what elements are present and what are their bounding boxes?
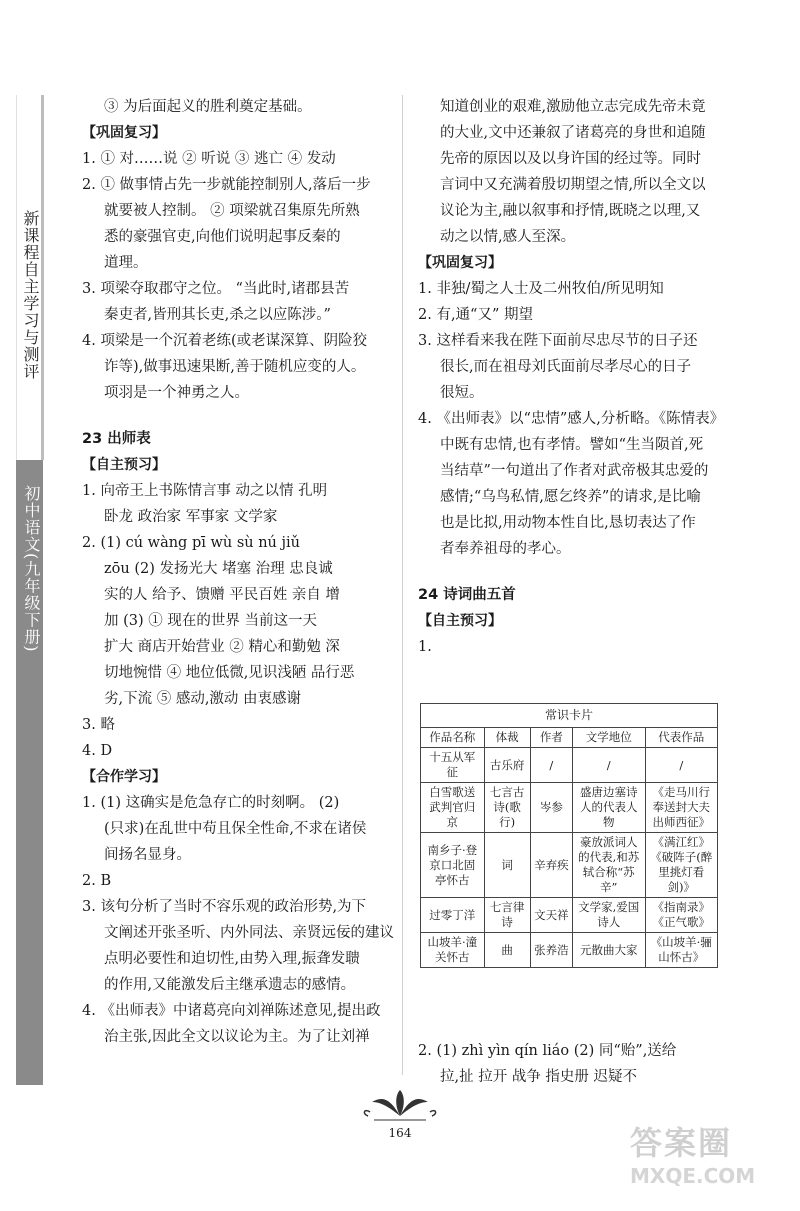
answer-line: 2. 有,通“又” 期望 (418, 307, 533, 323)
table-cell: 《指南录》《正气歌》 (645, 898, 717, 933)
answer-line: 治主张,因此全文以议论为主。为了让刘禅 (104, 1029, 370, 1045)
answer-line: 动之以情,感人至深。 (440, 229, 576, 245)
table-cell: 白雪歌送武判官归京 (421, 783, 485, 833)
right-column (418, 94, 790, 660)
answer-line: 4. D (82, 743, 113, 759)
table-row (421, 783, 718, 833)
answer-line: 中既有忠情,也有孝情。譬如“生当陨首,死 (440, 437, 704, 453)
table-cell: 张养浩 (530, 933, 572, 968)
table-cell: 十五从军征 (421, 748, 485, 783)
answer-line: 也是比拟,用动物本性自比,恳切表达了作 (440, 515, 696, 531)
table-cell: / (530, 748, 572, 783)
answer-line: 3. 略 (82, 717, 115, 733)
answer-line: 1. 向帝王上书陈情言事 动之以情 孔明 (82, 483, 328, 499)
answer-line: 3. 该句分析了当时不容乐观的政治形势,为下 (82, 899, 367, 915)
subject-title: 初中语文(九年级下册) (22, 485, 41, 653)
table-cell: 辛弃疾 (530, 833, 572, 898)
answer-line: 诈等),做事迅速果断,善于随机应变的人。 (104, 359, 366, 375)
table-cell: 过零丁洋 (421, 898, 485, 933)
answer-line: 道理。 (104, 255, 148, 271)
watermark-logo (630, 1118, 790, 1198)
table-row (421, 833, 718, 898)
answer-line: 议论为主,融以叙事和抒情,既晓之以理,又 (440, 203, 701, 219)
watermark-text: 答案圈 (630, 1124, 733, 1162)
section-heading: 【自主预习】 (418, 613, 502, 629)
answer-line: 的大业,文中还兼叙了诸葛亮的身世和追随 (440, 125, 706, 141)
table-cell: 七言古诗(歌行) (484, 783, 530, 833)
answer-line: 2. (1) zhì yìn qín liáo (2) 同“贻”,送给 (418, 1043, 677, 1059)
section-heading: 【巩固复习】 (82, 125, 166, 141)
section-heading: 【合作学习】 (82, 769, 166, 785)
footer-ornament-icon (360, 1088, 440, 1128)
table-cell: 山坡羊·潼关怀古 (421, 933, 485, 968)
lesson-title: 24 诗词曲五首 (418, 587, 516, 603)
answer-line: 2. ① 做事情占先一步就能控制别人,落后一步 (82, 177, 371, 193)
watermark-domain: MXQE.COM (630, 1164, 756, 1188)
answer-line: 卧龙 政治家 军事家 文学家 (104, 509, 278, 525)
lesson-title: 23 出师表 (82, 431, 151, 447)
section-heading: 【巩固复习】 (418, 255, 502, 271)
column-header: 文学地位 (572, 728, 645, 748)
answer-line: 当结草”一句道出了作者对武帝极其忠爱的 (440, 463, 709, 479)
table-cell: 曲 (484, 933, 530, 968)
answer-line: 就要被人控制。 ② 项梁就召集原先所熟 (104, 203, 360, 219)
column-header: 作者 (530, 728, 572, 748)
table-header-row (421, 728, 718, 748)
table-cell: 文天祥 (530, 898, 572, 933)
answer-line: 点明必要性和迫切性,由势入理,振聋发聩 (104, 951, 360, 967)
answer-line: 4. 《出师表》中诸葛亮向刘禅陈述意见,提出政 (82, 1003, 381, 1019)
table-cell: 词 (484, 833, 530, 898)
table-cell: 《满江红》《破阵子(醉里挑灯看剑)》 (645, 833, 717, 898)
column-divider (402, 95, 403, 1075)
answer-line: 1. (418, 639, 432, 655)
answer-line: 秦吏者,皆刑其长吏,杀之以应陈涉。” (104, 307, 331, 323)
table-row (421, 898, 718, 933)
answer-line: 项羽是一个神勇之人。 (104, 385, 249, 401)
answer-line: 拉,扯 拉开 战争 指史册 迟疑不 (440, 1069, 638, 1085)
answer-line: 言词中又充满着殷切期望之情,所以全文以 (440, 177, 706, 193)
table-row (421, 748, 718, 783)
answer-line: 1. (1) 这确实是危急存亡的时刻啊。 (2) (82, 795, 340, 811)
answer-line: 实的人 给予、馈赠 平民百姓 亲自 增 (104, 587, 340, 603)
answer-line: 知道创业的艰难,激励他立志完成先帝未竟 (440, 99, 706, 115)
answer-line: 3. 这样看来我在陛下面前尽忠尽节的日子还 (418, 333, 698, 349)
answer-line: 劣,下流 ⑤ 感动,激动 由衷感谢 (104, 691, 302, 707)
table-cell: 《走马川行奉送封大夫出师西征》 (645, 783, 717, 833)
table-cell: / (572, 748, 645, 783)
table-cell: 《山坡羊·骊山怀古》 (645, 933, 717, 968)
answer-line: 切地惋惜 ④ 地位低微,见识浅陋 品行恶 (104, 665, 355, 681)
answer-line: 3. 项梁夺取郡守之位。 “当此时,诸郡县苦 (82, 281, 350, 297)
answer-line: 文阐述开张圣听、内外同法、亲贤远佞的建议 (104, 925, 394, 941)
sidebar-series-tab (16, 95, 44, 460)
table-cell: 古乐府 (484, 748, 530, 783)
column-header: 体裁 (484, 728, 530, 748)
table-caption: 常识卡片 (421, 704, 718, 728)
knowledge-card-table (420, 703, 718, 968)
answer-line: 感情;“乌鸟私情,愿乞终养”的请求,是比喻 (440, 489, 701, 505)
table-row (421, 933, 718, 968)
answer-line: 悉的豪强官吏,向他们说明起事反秦的 (104, 229, 341, 245)
answer-line: 的作用,又能激发后主继承遗志的感情。 (104, 977, 356, 993)
column-header: 代表作品 (645, 728, 717, 748)
column-header: 作品名称 (421, 728, 485, 748)
sidebar-subject-tab (16, 460, 43, 1085)
table-cell: 盛唐边塞诗人的代表人物 (572, 783, 645, 833)
left-column (82, 94, 392, 1050)
page-number: 164 (388, 1126, 412, 1140)
series-title: 新课程自主学习与测评 (21, 210, 40, 380)
right-column-tail (418, 1038, 790, 1090)
table-cell: 南乡子·登京口北固亭怀古 (421, 833, 485, 898)
table-cell: 岑参 (530, 783, 572, 833)
answer-line: ③ 为后面起义的胜利奠定基础。 (104, 99, 312, 115)
answer-line: 1. ① 对……说 ② 听说 ③ 逃亡 ④ 发动 (82, 151, 336, 167)
table-cell: / (645, 748, 717, 783)
table-cell: 七言律诗 (484, 898, 530, 933)
answer-line: 2. B (82, 873, 112, 889)
answer-line: 先帝的原因以及以身许国的经过等。同时 (440, 151, 701, 167)
answer-line: 4. 项梁是一个沉着老练(或老谋深算、阴险狡 (82, 333, 368, 349)
answer-line: zōu (2) 发扬光大 堵塞 治理 忠良诚 (104, 561, 333, 577)
answer-line: 2. (1) cú wàng pī wù sù nú jiǔ (82, 535, 300, 551)
answer-line: 间扬名显身。 (104, 847, 191, 863)
answer-line: 很长,而在祖母刘氏面前尽孝尽心的日子 (440, 359, 692, 375)
answer-line: 很短。 (440, 385, 484, 401)
answer-line: 扩大 商店开始营业 ② 精心和勤勉 深 (104, 639, 340, 655)
table-cell: 文学家,爱国诗人 (572, 898, 645, 933)
answer-line: 1. 非独/蜀之人士及二州牧伯/所见明知 (418, 281, 664, 297)
section-heading: 【自主预习】 (82, 457, 166, 473)
table-cell: 元散曲大家 (572, 933, 645, 968)
answer-line: 者奉养祖母的孝心。 (440, 541, 571, 557)
answer-line: 加 (3) ① 现在的世界 当前这一天 (104, 613, 317, 629)
answer-line: 4. 《出师表》以“忠情”感人,分析略。《陈情表》 (418, 411, 725, 427)
table-cell: 豪放派词人的代表,和苏轼合称“苏辛” (572, 833, 645, 898)
answer-line: (只求)在乱世中苟且保全性命,不求在诸侯 (104, 821, 367, 837)
